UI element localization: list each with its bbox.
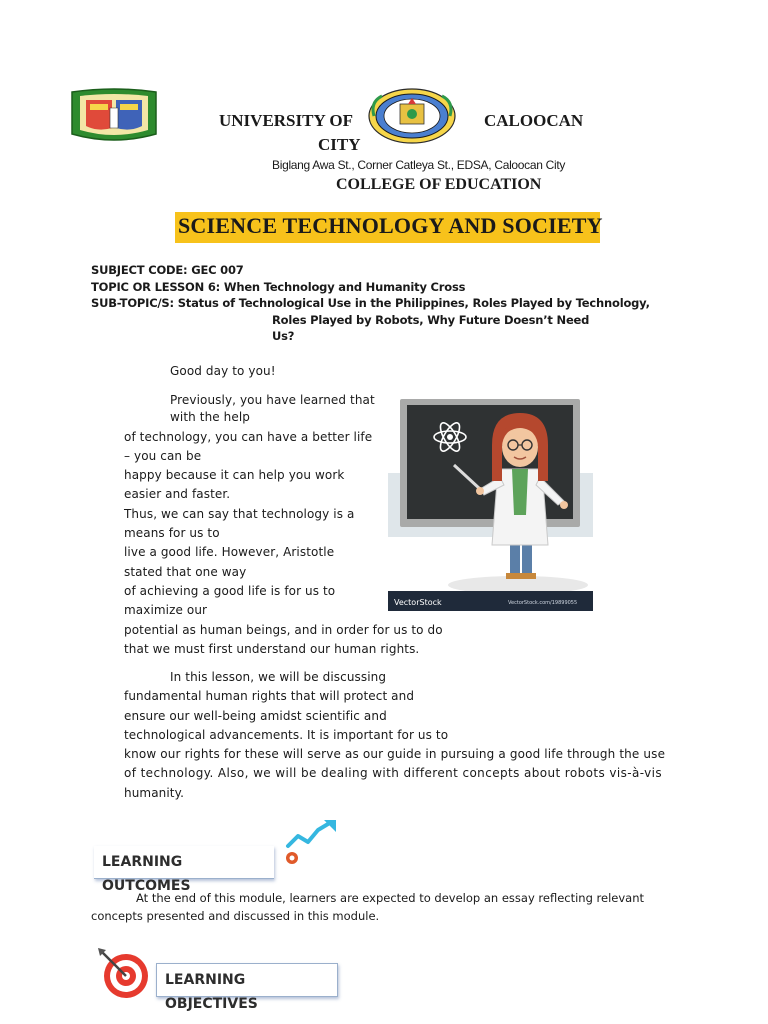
teacher-illustration [388,385,593,611]
university-seal-left [70,88,158,144]
university-name-right: CALOOCAN [484,111,584,130]
para1-line: means for us to [124,526,220,541]
university-address: Biglang Awa St., Corner Catleya St., EDSA, Caloocan City [272,158,566,172]
college-name: COLLEGE OF EDUCATION [336,176,542,193]
para1-line: maximize our [124,603,208,618]
para1-line: happy because it can help you work [124,468,345,483]
para1-line: of technology, you can have a better life [124,429,373,444]
para1-line: easier and faster. [124,487,231,502]
outcomes-line-1: At the end of this module, learners are expected to develop an essay reflecting relevant [136,891,645,905]
university-seal-center [368,88,456,144]
para1-line: that we must first understand our human rights. [124,641,420,656]
topic-lesson: TOPIC OR LESSON 6: When Technology and Humanity Cross [91,279,466,294]
subject-code: SUBJECT CODE: GEC 007 [91,263,244,277]
university-city: CITY [318,135,361,154]
para2-line: of technology. Also, we will be dealing with different concepts about robots vis-à-vis [124,766,663,781]
watermark-brand: VectorStock [394,598,442,607]
watermark-url: VectorStock.com/19899055 [508,600,578,606]
learning-outcomes-label: LEARNING OUTCOMES [94,846,274,879]
para1-line: with the help [170,410,251,425]
para2-line: ensure our well-being amidst scientific and [124,708,387,723]
para2-line: In this lesson, we will be discussing [170,670,387,684]
para1-line: potential as human beings, and in order for us to do [124,622,443,637]
target-icon [94,944,152,1002]
outcomes-line-2: concepts presented and discussed in this module. [91,908,380,923]
greeting: Good day to you! [170,364,276,378]
para1-line: Thus, we can say that technology is a [124,506,355,521]
para2-line: fundamental human rights that will protect and [124,689,415,704]
learning-objectives-label: LEARNING OBJECTIVES [156,963,338,997]
paragraph-2 [124,668,665,803]
subtopic-line-1: SUB-TOPIC/S: Status of Technological Use in the Philippines, Roles Played by Technology, [91,296,650,310]
para1-line: of achieving a good life is for us to [124,583,336,598]
subtopic-line-3: Us? [272,329,295,343]
para2-line: technological advancements. It is important for us to [124,727,449,742]
outcomes-text [91,890,644,925]
subtopic-line-2: Roles Played by Robots, Why Future Doesn’t Need [272,312,590,327]
document-title: SCIENCE TECHNOLOGY AND SOCIETY [178,213,603,238]
para2-line: humanity. [124,785,185,800]
growth-chart-icon [282,818,340,868]
para1-line: stated that one way [124,564,247,579]
para2-line: know our rights for these will serve as our guide in pursuing a good life through the use [124,747,666,762]
university-name-left: UNIVERSITY OF [219,111,353,130]
para1-line: live a good life. However, Aristotle [124,545,335,560]
para1-line: Previously, you have learned that [170,393,375,407]
meta-block [91,262,650,345]
para1-line: – you can be [124,448,202,463]
